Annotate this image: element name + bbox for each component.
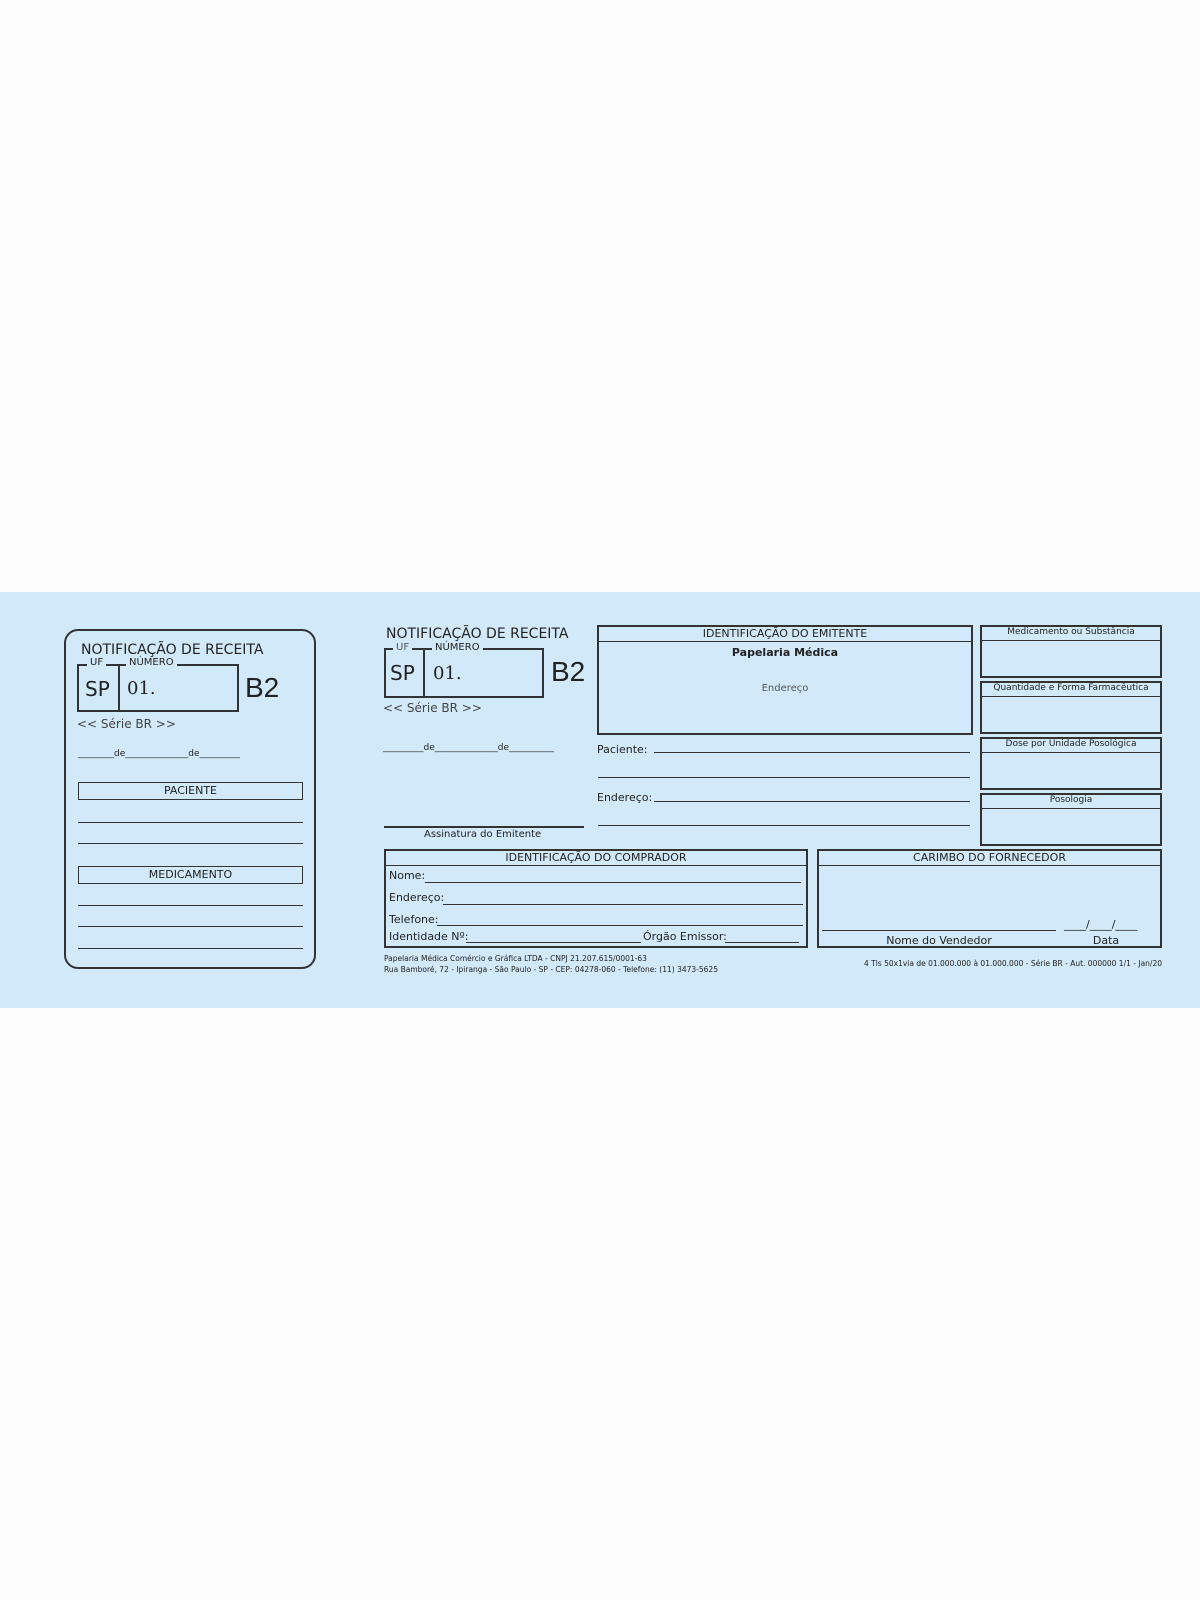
comprador-orgao-line[interactable] [725, 942, 799, 943]
stub-medicamento-line-3 [78, 948, 303, 949]
dose-unidade-label: Dose por Unidade Posológica [1005, 739, 1137, 749]
endereco-line-2[interactable] [598, 825, 970, 826]
stub-medicamento-label: MEDICAMENTO [148, 868, 233, 881]
main-numero-value: 01. [433, 663, 462, 684]
comprador-endereco-label: Endereço: [389, 891, 445, 904]
endereco-line-1[interactable] [654, 801, 970, 802]
main-numero-label: NÚMERO [432, 643, 483, 653]
comprador-telefone-line[interactable] [437, 925, 803, 926]
main-uf-label: UF [393, 643, 412, 653]
stub-paciente-label: PACIENTE [163, 784, 218, 797]
stub-numero-label: NÚMERO [126, 658, 177, 668]
stub-medicamento-line-1 [78, 905, 303, 906]
signature-line [384, 826, 584, 828]
emitente-name: Papelaria Médica [731, 646, 839, 659]
posologia-rule [980, 808, 1162, 809]
footer-print-info: 4 Tls 50x1via de 01.000.000 à 01.000.000 - Série BR - Aut. 000000 1/1 - Jan/20 [863, 959, 1162, 968]
main-uf-value: SP [390, 661, 415, 685]
paciente-line-2[interactable] [598, 777, 970, 778]
vendedor-line[interactable] [822, 930, 1056, 931]
fornecedor-data-label: Data [1092, 934, 1120, 947]
comprador-endereco-line[interactable] [443, 904, 803, 905]
fornecedor-header: CARIMBO DO FORNECEDOR [913, 851, 1066, 864]
stub-paciente-header [78, 782, 303, 800]
stub-serie: << Série BR >> [77, 717, 176, 731]
main-type-code: B2 [551, 656, 586, 687]
stub-title: NOTIFICAÇÃO DE RECEITA [81, 642, 264, 658]
comprador-identidade-label: Identidade Nº: [389, 930, 469, 943]
emitente-header: IDENTIFICAÇÃO DO EMITENTE [702, 627, 868, 640]
comprador-header-rule [384, 865, 808, 866]
quantidade-forma-rule [980, 696, 1162, 697]
comprador-identidade-line[interactable] [466, 942, 641, 943]
comprador-orgao-label: Órgão Emissor: [643, 930, 727, 943]
endereco-label: Endereço: [597, 791, 653, 804]
fornecedor-date-blank[interactable]: ____/____/____ [1064, 918, 1138, 931]
comprador-nome-label: Nome: [389, 869, 426, 882]
fornecedor-header-rule [817, 865, 1162, 866]
comprador-nome-line[interactable] [425, 882, 801, 883]
stub-medicamento-line-2 [78, 926, 303, 927]
stub-number-divider [118, 664, 120, 712]
stub-medicamento-header [78, 866, 303, 884]
dose-unidade-rule [980, 752, 1162, 753]
vendedor-label: Nome do Vendedor [886, 934, 992, 947]
emitente-address: Endereço [761, 683, 809, 694]
posologia-label: Posologia [1049, 795, 1093, 805]
paciente-label: Paciente: [597, 743, 648, 756]
footer-address: Rua Bamboré, 72 - Ipiranga - São Paulo - SP - CEP: 04278-060 - Telefone: (11) 3473-5625 [384, 965, 718, 974]
main-serie: << Série BR >> [383, 701, 482, 715]
stub-uf-label: UF [87, 658, 106, 668]
quantidade-forma-label: Quantidade e Forma Farmacêutica [993, 683, 1149, 693]
main-title: NOTIFICAÇÃO DE RECEITA [386, 626, 569, 642]
stub-numero-value: 01. [127, 678, 156, 699]
comprador-header: IDENTIFICAÇÃO DO COMPRADOR [505, 851, 687, 864]
comprador-telefone-label: Telefone: [389, 913, 439, 926]
signature-label: Assinatura do Emitente [424, 829, 542, 840]
medicamento-substancia-rule [980, 640, 1162, 641]
main-number-divider [423, 648, 425, 698]
main-date-line: _________de______________de__________ [383, 743, 554, 753]
stub-paciente-line-1 [78, 822, 303, 823]
prescription-form-sheet [0, 592, 1200, 1008]
stub-paciente-line-2 [78, 843, 303, 844]
footer-company: Papelaria Médica Comércio e Gráfica LTDA - CNPJ 21.207.615/0001-63 [384, 954, 647, 963]
paciente-line-1[interactable] [654, 752, 970, 753]
stub-type-code: B2 [245, 672, 280, 703]
emitente-header-rule [597, 641, 973, 642]
stub-date-line: ________de______________de_________ [78, 749, 240, 759]
stub-uf-value: SP [85, 677, 110, 701]
medicamento-substancia-label: Medicamento ou Substância [1007, 627, 1135, 637]
